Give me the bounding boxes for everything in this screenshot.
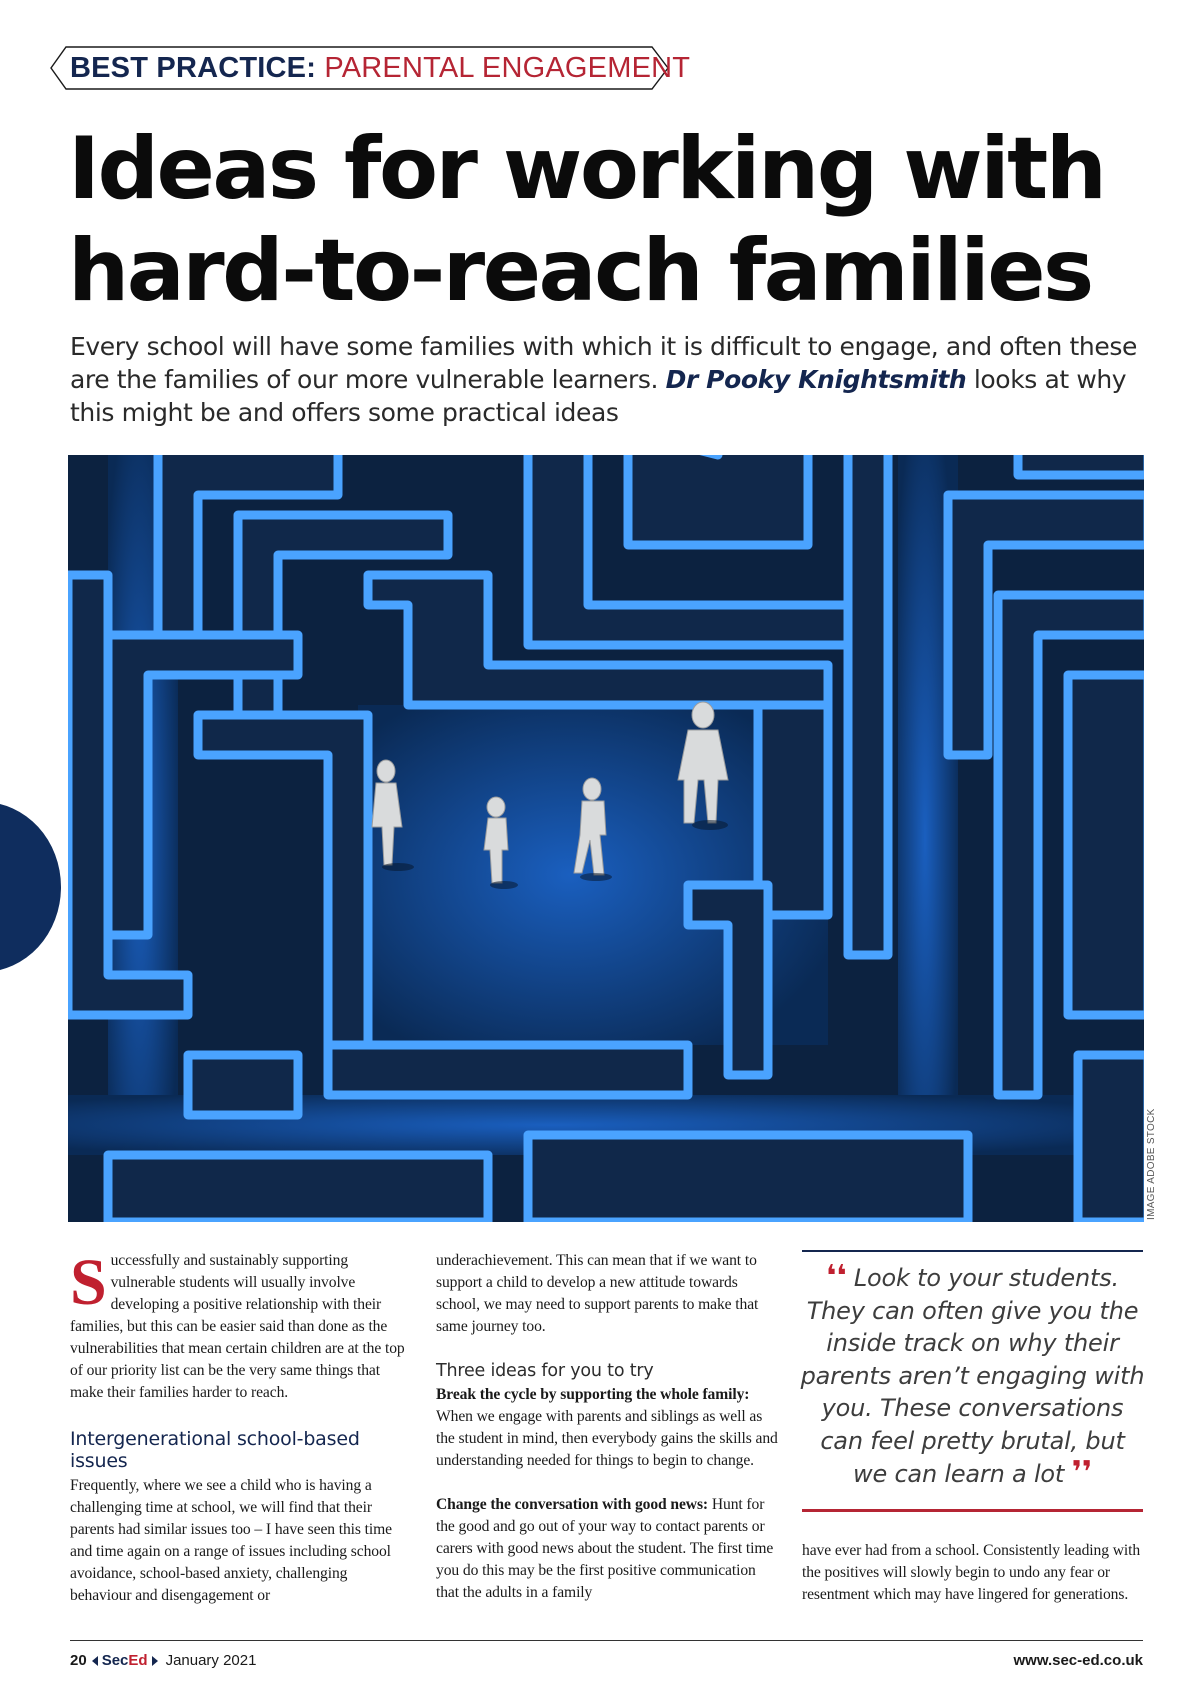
headline-line-1: Ideas for working with xyxy=(68,119,1105,219)
image-credit: IMAGE ADOBE STOCK xyxy=(1146,1108,1157,1220)
pullquote-text: Look to your students. They can often give you the inside track on why their parents aren’t engaging with you. These conversations can feel pretty brutal, but we can learn a lot xyxy=(800,1264,1145,1488)
intro-paragraph xyxy=(70,1246,412,1404)
pullquote-bottom-rule xyxy=(802,1509,1143,1512)
intro-text: uccessfully and sustainably supporting vulnerable students will usually involve developing a positive relationship with their families, but this can be easier said than done as the vulnerabilities that mean certain children are at the top of our priority list can be the very same things that make their families harder to reach. xyxy=(70,1252,405,1401)
pullquote-top-rule xyxy=(802,1250,1143,1252)
paragraph-underachievement: underachievement. This can mean that if we want to support a child to develop a new attitude towards school, we may need to support parents to make that same journey too. xyxy=(436,1252,759,1335)
side-tab-marker xyxy=(0,802,61,972)
hero-image xyxy=(68,455,1144,1222)
idea-2 xyxy=(436,1494,778,1604)
standfirst xyxy=(70,330,1150,429)
body-column-3 xyxy=(802,1540,1142,1606)
paragraph-positives: have ever had from a school. Consistently leading with the positives will slowly begin to undo any fear or resentment which may have lingered for generations. xyxy=(802,1542,1141,1603)
triangle-left-icon xyxy=(92,1656,98,1666)
idea-1 xyxy=(436,1384,778,1472)
footer-rule xyxy=(70,1640,1143,1641)
page-number: 20 xyxy=(70,1652,87,1669)
idea-2-text: Hunt for the good and go out of your way to contact parents or carers with good news about the student. The first time you do this may be the first positive communication that the adults in a family xyxy=(436,1496,774,1601)
brand-ed: Ed xyxy=(128,1652,148,1669)
paragraph-intergenerational: Frequently, where we see a child who is having a challenging time at school, we will find that their parents had similar issues too – I have seen this time and time again on a range of issues including school avoidance, school-based anxiety, challenging behaviour and disengagement or xyxy=(70,1477,393,1604)
section-banner xyxy=(50,46,691,90)
subhead-intergenerational: Intergenerational school-based issues xyxy=(70,1428,360,1472)
idea-2-lead: Change the conversation with good news: xyxy=(436,1496,709,1513)
body-column-1 xyxy=(70,1246,412,1607)
author-name: Dr Pooky Knightsmith xyxy=(665,365,967,394)
idea-1-lead: Break the cycle by supporting the whole family: xyxy=(436,1386,750,1403)
section-label: BEST PRACTICE: xyxy=(70,51,317,84)
subhead-three-ideas: Three ideas for you to try xyxy=(436,1361,654,1381)
footer-folio xyxy=(70,1652,256,1669)
brand-sec: Sec xyxy=(101,1652,129,1669)
triangle-right-icon xyxy=(152,1656,158,1666)
issue-date: January 2021 xyxy=(165,1652,257,1669)
idea-1-text: When we engage with parents and siblings as well as the student in mind, then everybody gains the skills and understanding needed for things to begin to change. xyxy=(436,1408,778,1469)
article-headline xyxy=(68,118,1148,322)
maze-illustration xyxy=(68,455,1144,1222)
open-quote-icon: ❛❛ xyxy=(826,1259,847,1294)
website-url: www.sec-ed.co.uk xyxy=(1013,1652,1143,1669)
close-quote-icon: ❜❜ xyxy=(1071,1455,1092,1490)
section-topic: PARENTAL ENGAGEMENT xyxy=(324,51,691,84)
standfirst-text: Every school will have some families with which it is difficult to engage, and often these are the families of our more vulnerable learners. xyxy=(70,332,1137,394)
body-column-2 xyxy=(436,1250,778,1604)
drop-cap: S xyxy=(70,1246,107,1319)
pullquote xyxy=(800,1261,1145,1491)
banner-text xyxy=(70,52,690,85)
headline-line-2: hard-to-reach families xyxy=(68,221,1092,321)
standfirst-tail: looks at why this might be and offers some practical ideas xyxy=(70,365,1127,427)
